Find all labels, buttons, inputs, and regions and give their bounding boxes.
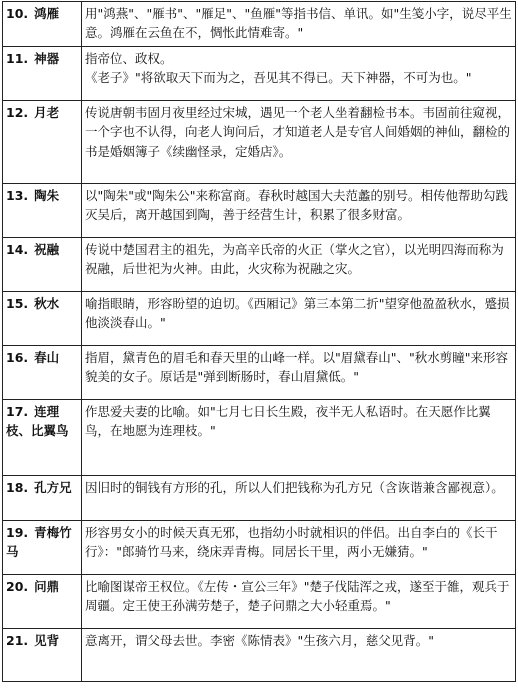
row-number: 13. bbox=[6, 188, 29, 203]
row-number: 17. bbox=[6, 404, 29, 419]
definition-cell bbox=[82, 238, 516, 292]
term-cell bbox=[3, 238, 82, 292]
term-label: 秋水 bbox=[34, 296, 60, 311]
definition-text: 传说唐朝韦固月夜里经过宋城，遇见一个老人坐着翻检书本。韦固前往窥视，一个字也不认得，向老人询问后，才知道老人是专官人间婚姻的神仙，翻检的书是婚姻簿子《续幽怪录，定婚店》。 bbox=[85, 105, 511, 159]
term-cell bbox=[3, 346, 82, 400]
row-number: 10. bbox=[6, 6, 29, 21]
definition-cell bbox=[82, 47, 516, 101]
table-row bbox=[3, 292, 516, 346]
row-number: 20. bbox=[6, 579, 29, 594]
definition-cell bbox=[82, 2, 516, 47]
row-number: 16. bbox=[6, 350, 29, 365]
term-label: 陶朱 bbox=[34, 188, 60, 203]
table-row bbox=[3, 346, 516, 400]
definition-text: 因旧时的铜钱有方形的孔，所以人们把钱称为孔方兄（含诙谐兼含鄙视意）。 bbox=[85, 480, 504, 495]
term-cell bbox=[3, 629, 82, 682]
term-cell bbox=[3, 476, 82, 521]
row-number: 11. bbox=[6, 51, 29, 66]
definition-text: 传说中楚国君主的祖先，为高辛氏帝的火正（掌火之官），以光明四海而称为祝融，后世祀为火神。由此，火灾称为祝融之灾。 bbox=[85, 242, 504, 277]
definition-text: 以"陶朱"或"陶朱公"来称富商。春秋时越国大夫范蠡的别号。相传他帮助勾践灭吴后，离开越国到陶，善于经营生计，积累了很多财富。 bbox=[85, 188, 508, 223]
table-row bbox=[3, 238, 516, 292]
term-cell bbox=[3, 47, 82, 101]
definition-text: 作思爱夫妻的比喻。如"七月七日长生殿，夜半无人私语时。在天愿作比翼鸟，在地愿为连理枝。" bbox=[85, 404, 491, 439]
term-label: 神器 bbox=[34, 51, 60, 66]
definition-cell bbox=[82, 521, 516, 575]
definition-text: 用"鸿燕"、"雁书"、"雁足"、"鱼雁"等指书信、单讯。如"生笺小字，说尽平生意。鸿雁在云鱼在不，惆怅此情难寄。" bbox=[85, 6, 512, 41]
row-number: 19. bbox=[6, 525, 29, 540]
definition-cell bbox=[82, 400, 516, 476]
definition-cell bbox=[82, 476, 516, 521]
table-row bbox=[3, 2, 516, 47]
definition-cell bbox=[82, 575, 516, 629]
idiom-table bbox=[2, 1, 516, 682]
term-label: 问鼎 bbox=[34, 579, 60, 594]
definition-text: 指眉，黛青色的眉毛和春天里的山峰一样。以"眉黛春山"、"秋水剪瞳"来形容貌美的女子。原话是"弹到断肠时，春山眉黛低。" bbox=[85, 350, 508, 385]
table-row bbox=[3, 575, 516, 629]
term-label: 祝融 bbox=[34, 242, 60, 257]
term-cell bbox=[3, 2, 82, 47]
definition-cell bbox=[82, 346, 516, 400]
table-row bbox=[3, 184, 516, 238]
term-cell bbox=[3, 184, 82, 238]
term-cell bbox=[3, 575, 82, 629]
term-cell bbox=[3, 521, 82, 575]
row-number: 18. bbox=[6, 480, 29, 495]
definition-text: 指帝位、政权。 bbox=[85, 51, 173, 66]
definition-text: 比喻图谋帝王权位。《左传・宣公三年》"楚子伐陆浑之戎，遂至于雒，观兵于周疆。定王使王孙满劳楚子，楚子问鼎之大小轻重焉。" bbox=[85, 579, 510, 614]
definition-cell bbox=[82, 184, 516, 238]
term-label: 月老 bbox=[34, 105, 60, 120]
definition-text: 喻指眼睛，形容盼望的迫切。《西厢记》第三本第二折"望穿他盈盈秋水，蹙损他淡淡春山。" bbox=[85, 296, 510, 331]
row-number: 21. bbox=[6, 633, 29, 648]
table-row bbox=[3, 629, 516, 682]
definition-text: 《老子》"将欲取天下而为之，吾见其不得已。天下神器，不可为也。" bbox=[85, 70, 472, 86]
term-label: 孔方兄 bbox=[34, 480, 72, 495]
definition-cell bbox=[82, 292, 516, 346]
definition-cell bbox=[82, 629, 516, 682]
term-label: 鸿雁 bbox=[34, 6, 60, 21]
term-label: 见背 bbox=[34, 633, 60, 648]
definition-text: 意离开，谓父母去世。李密《陈情表》"生孩六月，慈父见背。" bbox=[85, 633, 435, 648]
row-number: 15. bbox=[6, 296, 29, 311]
definition-cell bbox=[82, 101, 516, 184]
table-row bbox=[3, 47, 516, 101]
term-label: 连理枝、比翼鸟 bbox=[6, 404, 69, 439]
term-label: 春山 bbox=[34, 350, 60, 365]
table-row bbox=[3, 476, 516, 521]
table-row bbox=[3, 521, 516, 575]
term-label: 青梅竹马 bbox=[6, 525, 72, 560]
row-number: 14. bbox=[6, 242, 29, 257]
definition-text: 形容男女小的时候天真无邪，也指幼小时就相识的伴侣。出自李白的《长干行》："郎骑竹马来，绕床弄青梅。同居长干里，两小无嫌猜。" bbox=[85, 525, 498, 560]
table-row bbox=[3, 400, 516, 476]
term-cell bbox=[3, 292, 82, 346]
table-row bbox=[3, 101, 516, 184]
term-cell bbox=[3, 400, 82, 476]
table-body bbox=[3, 2, 516, 682]
term-cell bbox=[3, 101, 82, 184]
row-number: 12. bbox=[6, 105, 29, 120]
